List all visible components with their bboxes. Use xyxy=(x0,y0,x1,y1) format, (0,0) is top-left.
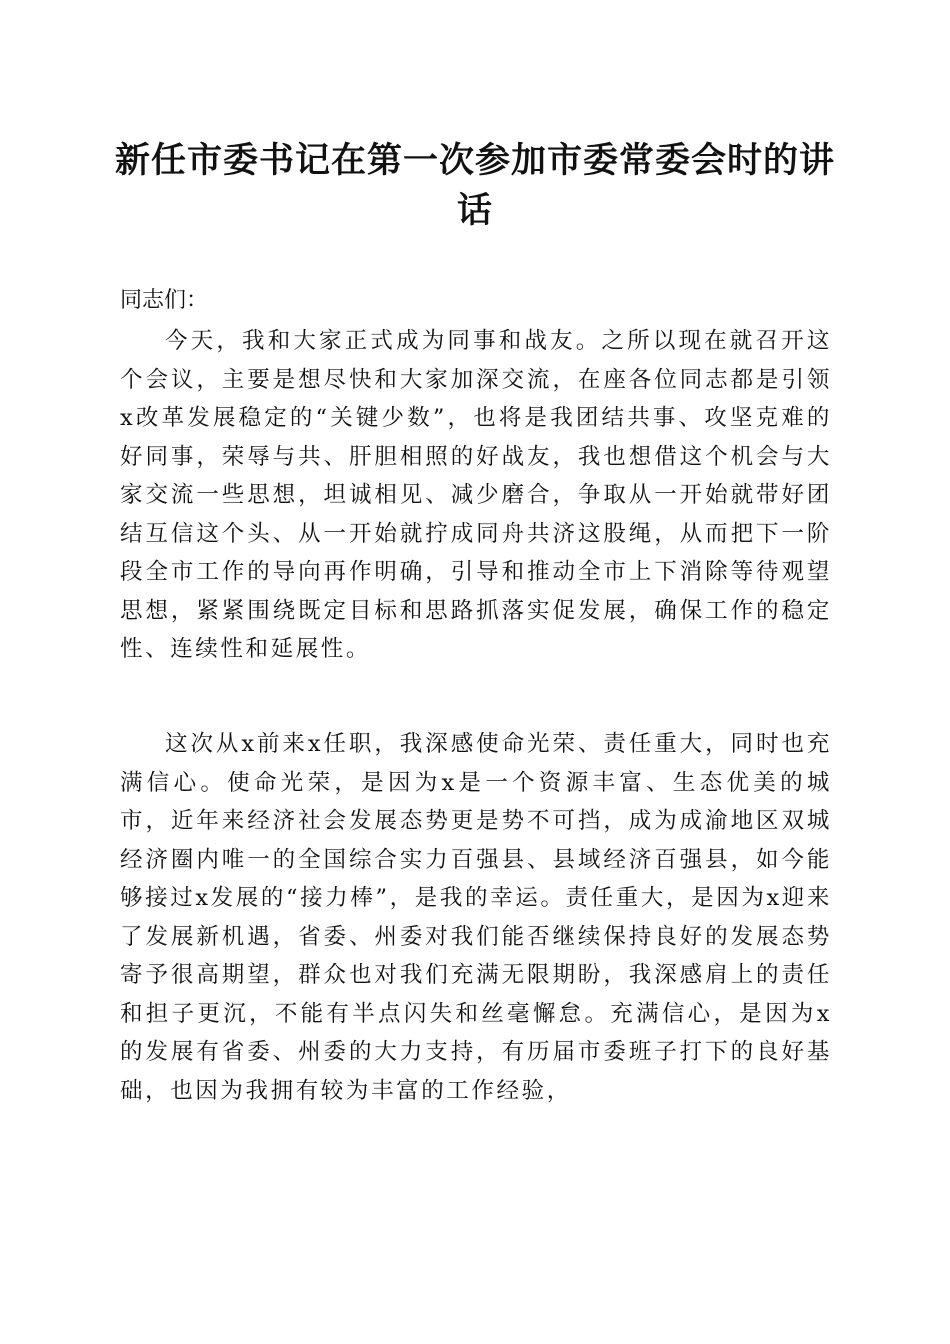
paragraph-2: 这次从x前来x任职，我深感使命光荣、责任重大，同时也充满信心。使命光荣，是因为x是一个资源丰富、生态优美的城市，近年来经济社会发展态势更是势不可挡，成为成渝地区双城经济圈内唯一的全国综合实力百强县、县域经济百强县，如今能够接过x发展的“接力棒”，是我的幸运。责任重大，是因为x迎来了发展新机遇，省委、州委对我们能否继续保持良好的发展态势寄予很高期望，群众也对我们充满无限期盼，我深感肩上的责任和担子更沉，不能有半点闪失和丝毫懈怠。充满信心，是因为x的发展有省委、州委的大力支持，有历届市委班子打下的良好基础，也因为我拥有较为丰富的工作经验， xyxy=(120,731,832,1104)
salutation: 同志们： xyxy=(120,288,209,313)
paragraph-1: 今天，我和大家正式成为同事和战友。之所以现在就召开这个会议，主要是想尽快和大家加深交流，在座各位同志都是引领x改革发展稳定的“关键少数”，也将是我团结共事、攻坚克难的好同事，荣辱与共、肝胆相照的好战友，我也想借这个机会与大家交流一些思想，坦诚相见、减少磨合，争取从一开始就带好团结互信这个头、从一开始就拧成同舟共济这股绳，从而把下一阶段全市工作的导向再作明确，引导和推动全市上下消除等待观望思想，紧紧围绕既定目标和思路抓落实促发展，确保工作的稳定性、连续性和延展性。 xyxy=(120,328,832,662)
document-title: 新任市委书记在第一次参加市委常委会时的讲话 xyxy=(114,140,835,231)
